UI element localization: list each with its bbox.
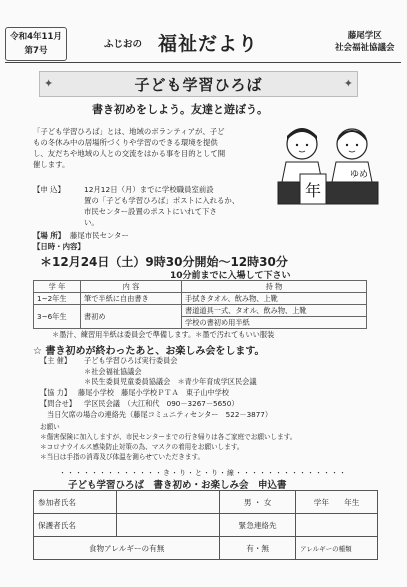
column-header-items: 持 物 [182, 281, 367, 293]
cut-line: ・・・・・・・・・・・・・き・り・と・り・線・・・・・・・・・・・・・・ [59, 469, 347, 477]
organizer-label: 【主 催】 [40, 356, 72, 365]
newsletter-title: 福祉だより [158, 33, 259, 55]
contact-absence: 当日欠席の場合の連絡先（藤尾コミュニティセンター 522－3877） [47, 410, 273, 419]
items-cell: 書道道具一式、タオル、飲み物、上靴 [182, 305, 367, 317]
place-label: 【場 所】 [33, 231, 66, 240]
requests-block: お願い ＊傷害保険に加入しますが、市民センターまでの行き帰りは各ご家庭でお願いします。 ＊コロナウイルス感染防止対策の為、マスクの着用をお願いします。 ＊当日は手指の消毒及び体温を測らせていただきます。 [40, 423, 297, 461]
schedule-table [33, 280, 367, 329]
issue-number: 第7号 [24, 46, 48, 56]
sex-select[interactable]: 男 ・ 女 [220, 491, 296, 514]
grade-field[interactable]: 学年 年生 [296, 491, 378, 514]
svg-text:ゆめ: ゆめ [350, 170, 369, 180]
content-cell: 書初め [81, 305, 182, 329]
guardian-name-field[interactable] [116, 514, 219, 537]
form-row [34, 514, 378, 537]
event-subtitle: 書き初めをしよう。友達と遊ぼう。 [92, 103, 268, 116]
participant-name-field[interactable] [116, 491, 219, 514]
items-cell: 学校の書初め用半紙 [182, 317, 367, 329]
emergency-label: 緊急連絡先 [220, 514, 296, 537]
table-header-row [34, 281, 367, 293]
column-header-grade: 学 年 [34, 281, 81, 293]
apply-details: 12月12日（月）までに学校職員室前設 置の「子ども学習ひろば」ポストに入れるか、 市民センター設置のポストにいれて下さ い。 [84, 185, 240, 227]
form-row [34, 491, 378, 514]
contact-label: 【問合せ】 [40, 399, 76, 408]
application-form [33, 490, 378, 560]
allergy-type-field[interactable]: アレルギーの種類 [296, 537, 378, 560]
cooperation-label: 【協 力】 [40, 388, 72, 397]
content-cell: 筆で半紙に自由書き [81, 293, 182, 305]
table-row [34, 305, 367, 317]
star-icon: ✦ [44, 77, 54, 90]
grade-cell: 1~2年生 [34, 293, 81, 305]
organizer-list: 子ども学習ひろば実行委員会 ＊社会福祉協議会 ＊民生委員児童委員協議会 ＊青少年育成学区民会議 [84, 356, 257, 386]
event-title: 子ども学習ひろば [134, 76, 263, 94]
publisher: 藤尾学区 社会福祉協議会 [335, 31, 395, 53]
allergy-yes-no[interactable]: 有・無 [220, 537, 296, 560]
intro-paragraph: 「子ども学習ひろば」とは、地域のボランティアが、子ど もの冬休み中の居場所づくりや学習のできる環境を提供 し、友だちや地域の人との交流をはかる事を目的として開 催します。 [33, 127, 226, 169]
children-calligraphy-illustration [266, 122, 391, 214]
place-value: 藤尾市民センター [70, 231, 129, 240]
issue-era: 令和4年11月 [10, 32, 62, 42]
items-cell: 手拭きタオル、飲み物、上靴 [182, 293, 367, 305]
newsletter-subtitle: ふじおの [104, 39, 143, 50]
event-date-time: ＊12月24日（土）9時30分開始～12時30分 [40, 255, 288, 269]
issue-box [5, 27, 67, 61]
participant-label: 参加者氏名 [34, 491, 117, 514]
allergy-question: 食物アレルギーの有無 [34, 537, 220, 560]
svg-text:年: 年 [305, 181, 322, 200]
star-icon: ✦ [343, 77, 353, 90]
cooperation-value: 藤尾小学校 藤尾小学校ＰＴＡ 東子山中学校 [78, 388, 229, 397]
form-row [34, 537, 378, 560]
emergency-contact-field[interactable] [296, 514, 378, 537]
table-row [34, 293, 367, 305]
arrival-note: 10分前までに入場して下さい [170, 271, 291, 281]
grade-cell: 3~6年生 [34, 305, 81, 329]
header-divider [5, 62, 401, 63]
contact-value: 学区民会議 （大江和代 090－3267－5650） [84, 399, 239, 408]
column-header-content: 内 容 [81, 281, 182, 293]
datetime-label: 【日時・内容】 [33, 242, 85, 251]
fun-event-line: ☆ 書き初めが終わったあと、お楽しみ会をします。 [33, 346, 265, 357]
guardian-label: 保護者氏名 [34, 514, 117, 537]
form-title: 子ども学習ひろば 書き初め・お楽しみ会 申込書 [68, 480, 287, 491]
apply-label: 【申 込】 [33, 185, 65, 194]
schedule-note: ＊墨汁、練習用半紙は委員会で準備します。＊墨で汚れてもいい服装 [52, 330, 275, 339]
event-banner [39, 71, 358, 97]
